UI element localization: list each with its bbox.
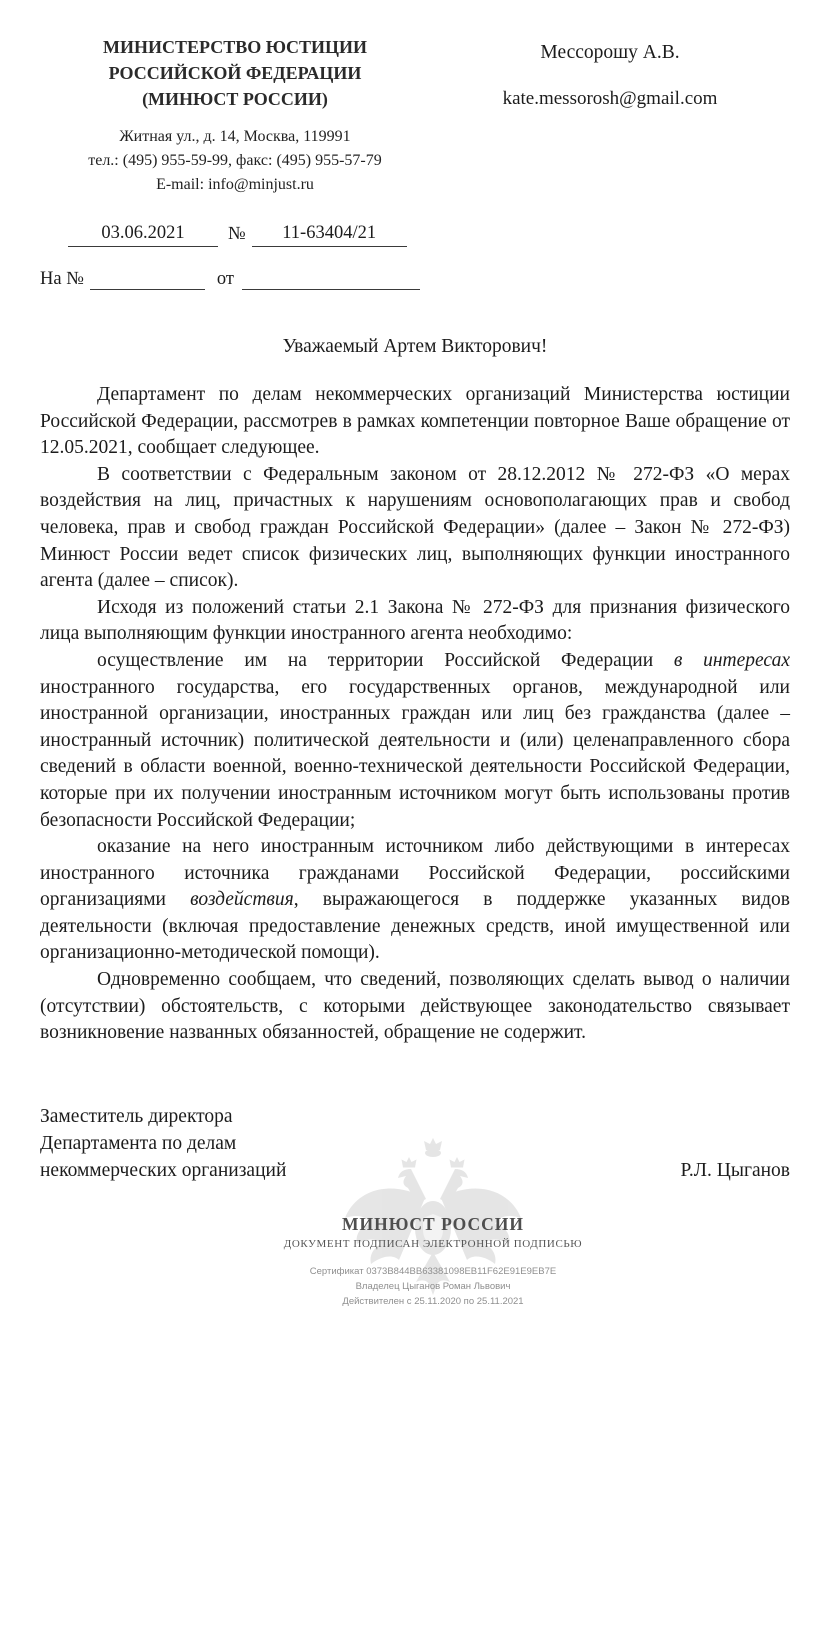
addressee-block	[430, 34, 790, 197]
reply-reference-row	[40, 267, 790, 290]
letterhead-org-block	[40, 34, 430, 197]
paragraph-5-italic: воздействия	[190, 889, 294, 911]
paragraph-4-pre: осуществление им на территории Российской Федерации	[97, 649, 674, 671]
paragraph-6: Одновременно сообщаем, что сведений, позволяющих сделать вывод о наличии (отсутствии) обстоятельств, с которыми действующее законодательство связывает возникновение названных обязанностей, обращение не содержит.	[40, 969, 790, 1044]
signer-name: Р.Л. Цыганов	[680, 1159, 790, 1181]
letterhead	[0, 0, 830, 197]
reply-from-label: от	[216, 269, 234, 289]
org-email: E-mail: info@minjust.ru	[156, 176, 314, 193]
reply-prefix-label: На №	[40, 269, 84, 289]
paragraph-5-post: , выражающегося в поддержке указанных видов деятельности (включая предоставление денежных средств, иной имущественной или организационно-методической помощи).	[40, 889, 790, 964]
addressee-email: kate.messorosh@gmail.com	[502, 88, 718, 109]
letter-date: 03.06.2021	[68, 223, 218, 247]
paragraph-4-italic: в интересах	[673, 649, 790, 671]
stamp-owner: Владелец Цыганов Роман Львович	[355, 1280, 511, 1292]
date-number-row	[68, 223, 790, 247]
signer-position-line2: Департамента по делам	[40, 1132, 237, 1154]
stamp-signed-line: ДОКУМЕНТ ПОДПИСАН ЭЛЕКТРОННОЙ ПОДПИСЬЮ	[283, 1237, 583, 1250]
org-name-line2: РОССИЙСКОЙ ФЕДЕРАЦИИ	[108, 63, 362, 83]
stamp-certificate: Сертификат 0373B844BB63381098EB11F62E91E9EB7E	[309, 1265, 557, 1277]
addressee-name: Мессорошу А.В.	[540, 42, 680, 63]
stamp-org-name: МИНЮСТ РОССИИ	[341, 1213, 525, 1234]
letter-body	[40, 382, 790, 1047]
org-address: Житная ул., д. 14, Москва, 119991	[119, 128, 351, 145]
org-name-line3: (МИНЮСТ РОССИИ)	[142, 89, 328, 109]
signer-position-line3: некоммерческих организаций	[40, 1159, 287, 1181]
paragraph-1: Департамент по делам некоммерческих организаций Министерства юстиции Российской Федерации, рассмотрев в рамках компетенции повторное Ваше обращение от 12.05.2021, сообщает следующее.	[40, 384, 790, 459]
paragraph-5	[40, 834, 790, 967]
org-phone-fax: тел.: (495) 955-59-99, факс: (495) 955-57-79	[88, 152, 382, 169]
salutation: Уважаемый Артем Викторович!	[282, 336, 548, 357]
signer-position-line1: Заместитель директора	[40, 1105, 233, 1127]
paragraph-5-pre: оказание на него иностранным источником либо действующими в интересах иностранного источника гражданами Российской Федерации, российскими организациями	[40, 836, 790, 911]
letter-number: 11-63404/21	[252, 223, 407, 247]
org-name-line1: МИНИСТЕРСТВО ЮСТИЦИИ	[102, 37, 367, 57]
stamp-validity: Действителен с 25.11.2020 по 25.11.2021	[342, 1295, 524, 1307]
reply-number-blank	[90, 267, 205, 290]
paragraph-3: Исходя из положений статьи 2.1 Закона № 272-ФЗ для признания физического лица выполняющим функции иностранного агента необходимо:	[40, 596, 790, 645]
paragraph-4	[40, 648, 790, 834]
electronic-signature-stamp	[203, 1214, 663, 1309]
number-sign: №	[228, 224, 246, 244]
reply-date-blank	[242, 267, 420, 290]
reference-block	[40, 223, 790, 290]
paragraph-2: В соответствии с Федеральным законом от 28.12.2012 № 272-ФЗ «О мерах воздействия на лиц, причастных к нарушениям основополагающих прав и свобод человека, прав и свобод граждан Российской Федерации» (далее – Закон № 272-ФЗ) Минюст России ведет список физических лиц, выполняющих функции иностранного агента (далее – список).	[40, 463, 790, 592]
paragraph-4-post: иностранного государства, его государственных органов, международной или иностранной организации, иностранных граждан или лиц без гражданства (далее – иностранный источник) политической деятельности и (или) целенаправленного сбора сведений в области военной, военно-технической деятельности Российской Федерации, которые при их получении иностранным источником могут быть использованы против безопасности Российской Федерации;	[40, 676, 790, 831]
